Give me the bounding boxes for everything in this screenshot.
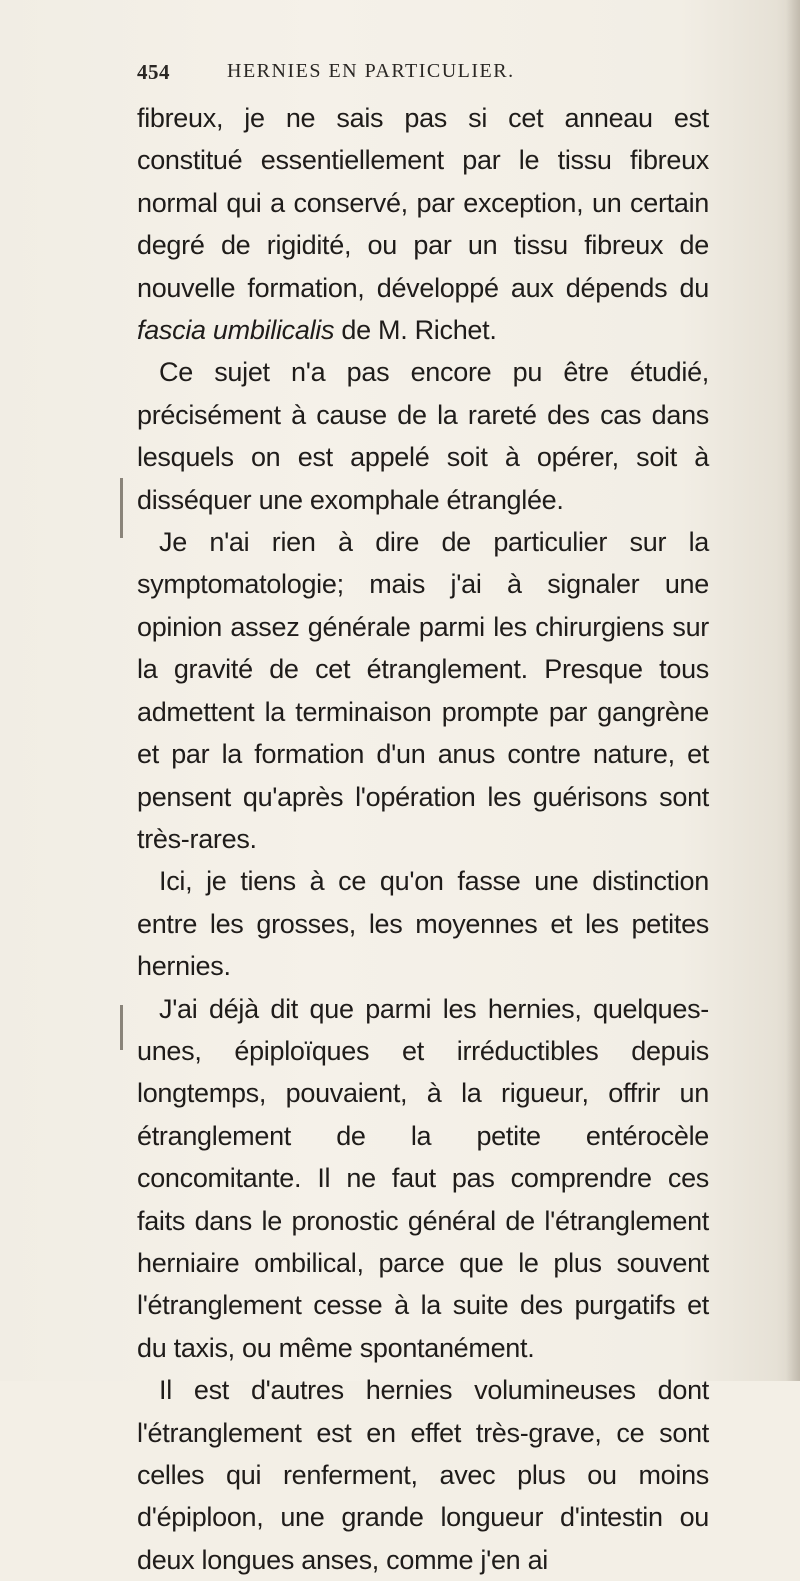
paragraph-4: Ici, je tiens à ce qu'on fasse une distinction entre les grosses, les moyennes et les petites hernies. xyxy=(137,866,709,982)
page-number: 454 xyxy=(137,60,170,84)
paragraph-1-text: fibreux, je ne sais pas si cet anneau est constitué essentiellement par le tissu fibreux normal qui a conservé, par exception, un certain degré de rigidité, ou par un tissu fibreux de nouvelle formation, développé aux dépends du xyxy=(137,103,709,303)
paragraph-2: Ce sujet n'a pas encore pu être étudié, précisément à cause de la rareté des cas dans lesquels on est appelé soit à opérer, soit à disséquer une exomphale étranglée. xyxy=(137,357,709,515)
paragraph-3: Je n'ai rien à dire de particulier sur la symptomatologie; mais j'ai à signaler une opinion assez générale parmi les chirurgiens sur la gravité de cet étranglement. Presque tous admettent la terminaison prompte par gangrène et par la formation d'un anus contre nature, et pensent qu'après l'opération les guérisons sont très-rares. xyxy=(137,527,709,854)
italic-term: fascia umbilicalis xyxy=(137,315,335,346)
margin-mark xyxy=(120,1005,123,1050)
paragraph-1-end: de M. Richet. xyxy=(334,315,497,346)
paragraph-5: J'ai déjà dit que parmi les hernies, quelques-unes, épiploïques et irréductibles depuis longtemps, pouvaient, à la rigueur, offrir un étranglement de la petite entérocèle concomitante. Il ne faut pas comprendre ces faits dans le pronostic général de l'étranglement herniaire ombilical, parce que le plus souvent l'étranglement cesse à la suite des purgatifs et du taxis, ou même spontanément. xyxy=(137,993,709,1363)
paragraph-6: Il est d'autres hernies volumineuses dont l'étranglement est en effet très-grave, ce sont celles qui renferment, avec plus ou moins d'épiploon, une grande longueur d'intestin ou deux longues anses, comme j'en ai xyxy=(137,1375,709,1575)
page-header xyxy=(137,60,707,90)
paragraph-1 xyxy=(137,97,709,351)
body-text xyxy=(137,97,709,1581)
running-title: HERNIES EN PARTICULIER. xyxy=(227,60,515,82)
page-edge-shadow xyxy=(786,0,800,1381)
margin-mark xyxy=(120,478,123,538)
